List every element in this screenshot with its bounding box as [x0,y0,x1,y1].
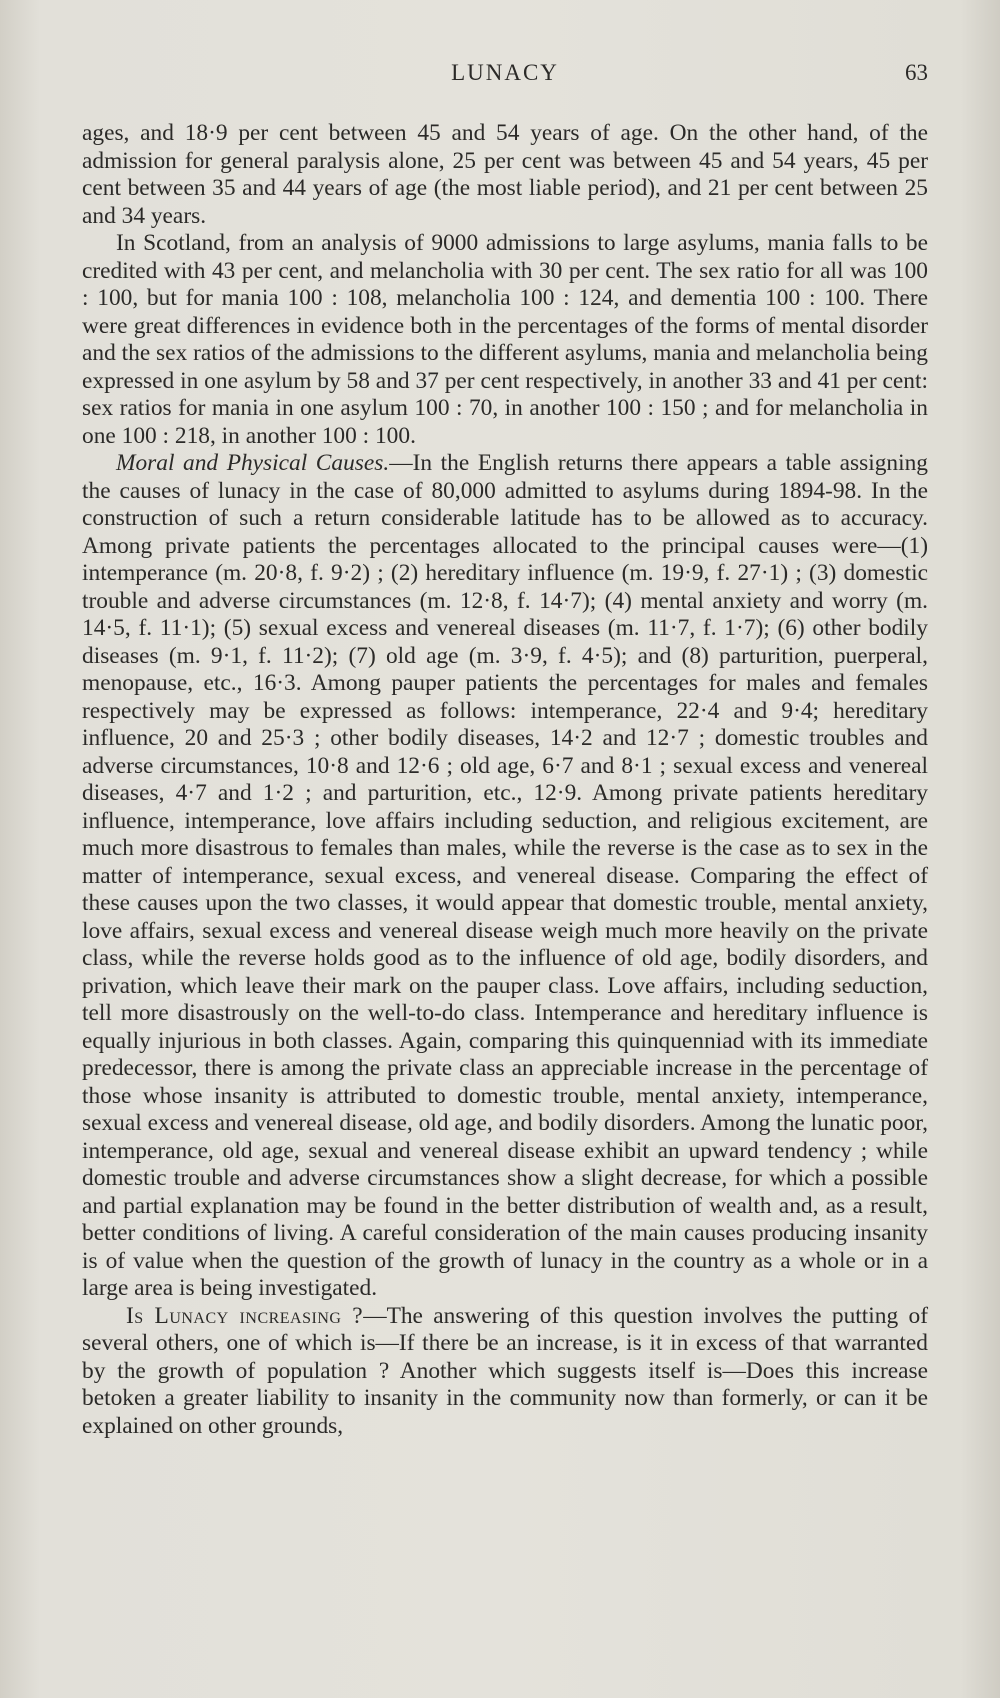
running-title: LUNACY [451,60,559,85]
section-heading-moral-physical-causes: Moral and Physical Causes. [116,450,390,476]
page-number: 63 [905,60,928,85]
section-heading-is-lunacy-increasing: Is Lunacy increasing ? [126,1302,364,1329]
paragraph-scotland: In Scotland, from an analysis of 9000 admissions to large asylums, mania falls to be credited with 43 per cent, and melancholia with 30 per cent. The sex ratio for all was 100 : 100, but for mania 100 : 108, melancholia 100 : 124, and dementia 100 : 100. There were great differences in evidence both in the percentages of the forms of mental disorder and the sex ratios of the admissions to the different asylums, mania and melancholia being expressed in one asylum by 58 and 37 per cent respectively, in another 33 and 41 per cent: sex ratios for mania in one asylum 100 : 70, in another 100 : 150 ; and for melancholia in one 100 : 218, in another 100 : 100. [82,230,928,449]
paragraph-continuation: ages, and 18·9 per cent between 45 and 54 years of age. On the other hand, of the admission for general paralysis alone, 25 per cent was between 45 and 54 years, 45 per cent between 35 and 44 years of age (the most liable period), and 21 per cent between 25 and 34 years. [82,120,928,229]
paragraph-causes-text: —In the English returns there appears a table assigning the causes of lunacy in the case of 80,000 admitted to asylums during 1894-98. In the construction of such a return considerable latitude has to be allowed as to accuracy. Among private patients the percentages allocated to the principal causes were—(1) intemperance (m. 20·8, f. 9·2) ; (2) hereditary influence (m. 19·9, f. 27·1) ; (3) domestic trouble and adverse circumstances (m. 12·8, f. 14·7); (4) mental anxiety and worry (m. 14·5, f. 11·1); (5) sexual excess and venereal diseases (m. 11·7, f. 1·7); (6) other bodily diseases (m. 9·1, f. 11·2); (7) old age (m. 3·9, f. 4·5); and (8) parturition, puerperal, menopause, etc., 16·3. Among pauper patients the percentages for males and females respectively may be expressed as follows: intemperance, 22·4 and 9·4; hereditary influence, 20 and 25·3 ; other bodily diseases, 14·2 and 12·7 ; domestic troubles and adverse circumstances, 10·8 and 12·6 ; old age, 6·7 and 8·1 ; sexual excess and venereal diseases, 4·7 and 1·2 ; and parturition, etc., 12·9. Among private patients hereditary influence, intemperance, love affairs including seduction, and religious excitement, are much more disastrous to females than males, while the reverse is the case as to sex in the matter of intemperance, sexual excess, and venereal disease. Comparing the effect of these causes upon the two classes, it would appear that domestic trouble, mental anxiety, love affairs, sexual excess and venereal disease weigh much more heavily on the private class, while the reverse holds good as to the influence of old age, bodily disorders, and privation, which leave their mark on the pauper class. Love affairs, including seduction, tell more disastrously on the well-to-do class. Intemperance and hereditary influence is equally injurious in both classes. Again, comparing this quinquenniad with its immediate predecessor, there is among the private class an appreciable increase in the percentage of those whose insanity is attributed to domestic trouble, mental anxiety, intemperance, sexual excess and venereal disease, old age, and bodily disorders. Among the lunatic poor, intemperance, old age, sexual and venereal disease exhibit an upward tendency ; while domestic trouble and adverse circumstances show a slight decrease, for which a possible and partial explanation may be found in the better distribution of wealth and, as a result, better conditions of living. A careful consideration of the main causes producing insanity is of value when the question of the growth of lunacy in the country as a whole or in a large area is being investigated. [82,450,928,1301]
paragraph-lunacy-increasing-text: —The answering of this question involves the putting of several others, one of which is—If there be an increase, is it in excess of that warranted by the growth of population ? Another which suggests itself is—Does this increase betoken a greater liability to insanity in the community now than formerly, or can it be explained on other grounds, [82,1302,928,1439]
paragraph-lunacy-increasing [82,1303,928,1441]
running-head [82,60,928,92]
paragraph-causes [82,450,928,1303]
body-text [82,120,928,1440]
